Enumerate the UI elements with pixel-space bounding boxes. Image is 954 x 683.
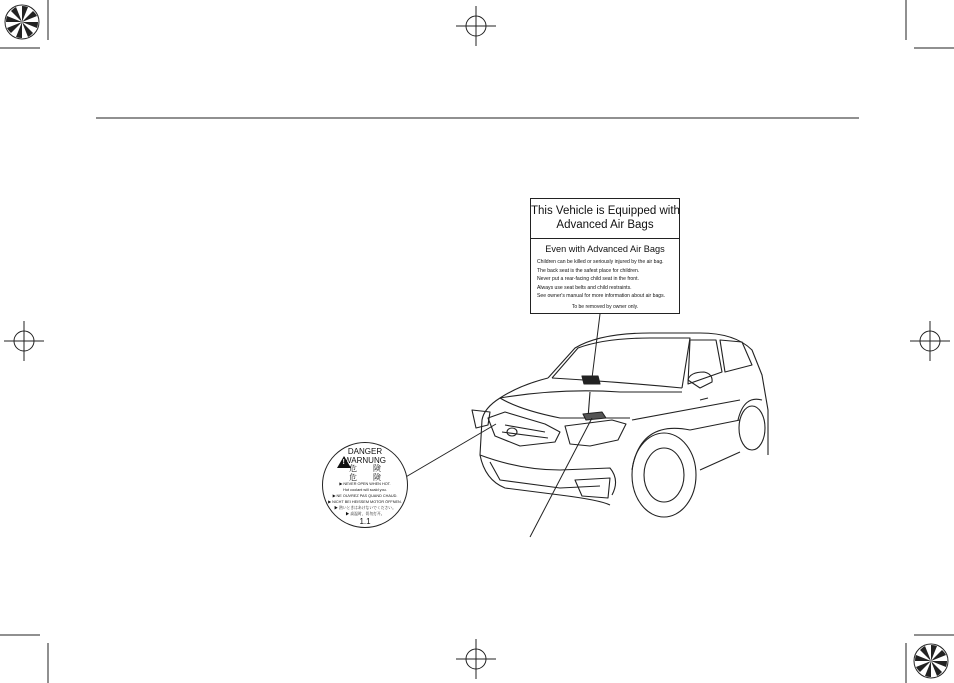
danger-line: ▶ NE OUVREZ PAS QUAND CHAUD.	[332, 494, 398, 499]
registration-crosshair-icon	[456, 6, 496, 46]
advanced-airbag-label	[530, 198, 680, 314]
color-target-icon	[914, 644, 948, 678]
airbag-label-header	[531, 199, 679, 239]
airbag-line: Never put a rear-facing child seat in the front.	[537, 276, 639, 283]
registration-crosshair-icon	[4, 321, 44, 361]
danger-line: ▶ NEVER OPEN WHEN HOT.	[339, 482, 391, 486]
airbag-line: Children can be killed or seriously injured by the air bag.	[537, 259, 664, 265]
registration-crosshair-icon	[456, 639, 496, 679]
radiator-cap-danger-label	[322, 442, 408, 528]
airbag-line: See owner's manual for more information about air bags.	[537, 293, 666, 300]
danger-line: ▶ 高温时，切勿打开。	[345, 512, 385, 517]
vehicle-illustration	[472, 333, 768, 517]
danger-line: ▶ 熱いときはあけないでください。	[334, 506, 396, 511]
danger-line: Hot coolant will scald you.	[343, 488, 387, 493]
airbag-subtitle: Even with Advanced Air Bags	[545, 244, 665, 254]
danger-cjk-1: 危 険	[349, 464, 381, 473]
danger-label-number: 1.1	[359, 517, 371, 526]
color-target-icon	[5, 5, 39, 39]
warning-triangle-icon: !	[337, 456, 351, 468]
danger-warning-lines	[323, 481, 407, 518]
danger-word: DANGER	[347, 447, 383, 456]
airbag-footer: To be removed by owner only.	[571, 303, 639, 310]
danger-header	[323, 448, 407, 482]
warnung-word: WARNUNG	[344, 455, 386, 465]
airbag-warning-lines	[531, 258, 679, 301]
danger-cjk-2: 危 険	[349, 472, 381, 482]
airbag-line: The back seat is the safest place for children.	[537, 267, 640, 274]
airbag-title-line1: This Vehicle is Equipped with	[531, 205, 680, 217]
airbag-title-line2: Advanced Air Bags	[556, 219, 654, 231]
registration-crosshair-icon	[910, 321, 950, 361]
danger-line: ▶ NICHT BEI HEISSEM MOTOR ÖFFNEN.	[328, 500, 402, 505]
airbag-line: Always use seat belts and child restraints.	[537, 284, 632, 291]
